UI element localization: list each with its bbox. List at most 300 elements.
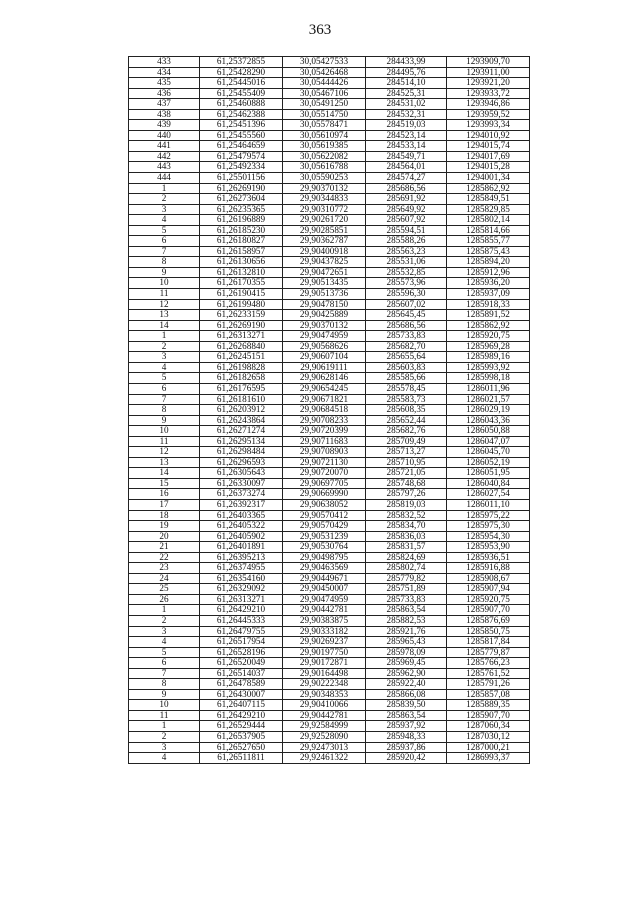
cell-coord-y: 1286040,84 xyxy=(447,478,530,489)
cell-coord-x: 285733,83 xyxy=(366,331,447,342)
table-row xyxy=(129,341,530,352)
cell-coord-y: 1285876,69 xyxy=(447,615,530,626)
coordinates-table xyxy=(128,56,530,764)
cell-coord-y: 1285761,52 xyxy=(447,668,530,679)
cell-coord-x: 284525,31 xyxy=(366,88,447,99)
cell-coord-y: 1285855,77 xyxy=(447,236,530,247)
table-row xyxy=(129,78,530,89)
table-row xyxy=(129,447,530,458)
table-row xyxy=(129,605,530,616)
cell-coord-y: 1286011,96 xyxy=(447,383,530,394)
cell-coord-y: 1285920,75 xyxy=(447,594,530,605)
cell-coord-y: 1285894,20 xyxy=(447,257,530,268)
cell-coord-x: 285588,26 xyxy=(366,236,447,247)
cell-coord-x: 285682,76 xyxy=(366,426,447,437)
cell-coord-x: 285608,35 xyxy=(366,405,447,416)
cell-point-number: 24 xyxy=(129,573,200,584)
table-row xyxy=(129,626,530,637)
cell-latitude: 61,26403365 xyxy=(200,510,283,521)
cell-coord-x: 285531,06 xyxy=(366,257,447,268)
cell-longitude: 29,90474959 xyxy=(283,594,366,605)
cell-point-number: 6 xyxy=(129,236,200,247)
cell-coord-x: 285819,03 xyxy=(366,499,447,510)
cell-latitude: 61,26354160 xyxy=(200,573,283,584)
cell-coord-x: 285709,49 xyxy=(366,436,447,447)
cell-coord-y: 1294015,74 xyxy=(447,141,530,152)
cell-longitude: 29,90449671 xyxy=(283,573,366,584)
cell-coord-x: 285594,51 xyxy=(366,225,447,236)
cell-longitude: 29,90570429 xyxy=(283,521,366,532)
cell-coord-x: 284495,76 xyxy=(366,67,447,78)
table-row xyxy=(129,679,530,690)
cell-latitude: 61,26313271 xyxy=(200,594,283,605)
cell-point-number: 442 xyxy=(129,151,200,162)
cell-point-number: 4 xyxy=(129,637,200,648)
cell-latitude: 61,26520049 xyxy=(200,658,283,669)
cell-point-number: 3 xyxy=(129,352,200,363)
cell-point-number: 13 xyxy=(129,457,200,468)
cell-coord-y: 1285954,30 xyxy=(447,531,530,542)
table-row xyxy=(129,299,530,310)
table-row xyxy=(129,732,530,743)
cell-latitude: 61,26479755 xyxy=(200,626,283,637)
table-row xyxy=(129,383,530,394)
cell-longitude: 29,90370132 xyxy=(283,183,366,194)
cell-coord-y: 1285937,09 xyxy=(447,289,530,300)
cell-point-number: 18 xyxy=(129,510,200,521)
table-row xyxy=(129,257,530,268)
cell-coord-x: 284519,03 xyxy=(366,120,447,131)
cell-coord-y: 1285907,70 xyxy=(447,605,530,616)
cell-latitude: 61,26517954 xyxy=(200,637,283,648)
table-row xyxy=(129,57,530,68)
cell-coord-y: 1294017,69 xyxy=(447,151,530,162)
cell-longitude: 29,90261720 xyxy=(283,215,366,226)
cell-longitude: 29,90513736 xyxy=(283,289,366,300)
cell-coord-x: 285920,42 xyxy=(366,753,447,764)
cell-point-number: 435 xyxy=(129,78,200,89)
cell-coord-y: 1293933,72 xyxy=(447,88,530,99)
cell-latitude: 61,26528196 xyxy=(200,647,283,658)
cell-longitude: 29,90697705 xyxy=(283,478,366,489)
cell-point-number: 440 xyxy=(129,130,200,141)
cell-coord-y: 1285989,16 xyxy=(447,352,530,363)
table-row xyxy=(129,489,530,500)
cell-coord-x: 284549,71 xyxy=(366,151,447,162)
cell-point-number: 433 xyxy=(129,57,200,68)
cell-latitude: 61,25451396 xyxy=(200,120,283,131)
table-row xyxy=(129,130,530,141)
table-row xyxy=(129,594,530,605)
cell-coord-y: 1285916,88 xyxy=(447,563,530,574)
table-row xyxy=(129,362,530,373)
cell-longitude: 30,05619385 xyxy=(283,141,366,152)
cell-coord-x: 285965,43 xyxy=(366,637,447,648)
cell-coord-x: 285682,70 xyxy=(366,341,447,352)
cell-latitude: 61,26182658 xyxy=(200,373,283,384)
table-row xyxy=(129,499,530,510)
cell-latitude: 61,26243864 xyxy=(200,415,283,426)
cell-coord-y: 1286045,70 xyxy=(447,447,530,458)
cell-coord-y: 1285849,51 xyxy=(447,194,530,205)
cell-point-number: 4 xyxy=(129,215,200,226)
cell-coord-x: 285603,83 xyxy=(366,362,447,373)
cell-latitude: 61,26405322 xyxy=(200,521,283,532)
cell-latitude: 61,26181610 xyxy=(200,394,283,405)
cell-coord-x: 285583,73 xyxy=(366,394,447,405)
table-row xyxy=(129,521,530,532)
table-row xyxy=(129,531,530,542)
cell-longitude: 29,90671821 xyxy=(283,394,366,405)
cell-coord-y: 1285975,30 xyxy=(447,521,530,532)
cell-coord-x: 284574,27 xyxy=(366,173,447,184)
cell-coord-x: 285596,30 xyxy=(366,289,447,300)
cell-latitude: 61,26329092 xyxy=(200,584,283,595)
cell-latitude: 61,25464659 xyxy=(200,141,283,152)
cell-latitude: 61,26130656 xyxy=(200,257,283,268)
cell-point-number: 436 xyxy=(129,88,200,99)
cell-coord-x: 285578,45 xyxy=(366,383,447,394)
table-row xyxy=(129,405,530,416)
cell-point-number: 9 xyxy=(129,415,200,426)
cell-coord-y: 1285889,35 xyxy=(447,700,530,711)
cell-latitude: 61,26176595 xyxy=(200,383,283,394)
cell-point-number: 15 xyxy=(129,478,200,489)
table-row xyxy=(129,183,530,194)
table-row xyxy=(129,615,530,626)
cell-coord-y: 1287000,21 xyxy=(447,742,530,753)
cell-latitude: 61,25479574 xyxy=(200,151,283,162)
cell-longitude: 29,90669990 xyxy=(283,489,366,500)
cell-coord-y: 1286027,54 xyxy=(447,489,530,500)
cell-point-number: 8 xyxy=(129,405,200,416)
cell-longitude: 29,90619111 xyxy=(283,362,366,373)
cell-point-number: 441 xyxy=(129,141,200,152)
cell-coord-y: 1285953,90 xyxy=(447,542,530,553)
cell-longitude: 30,05427533 xyxy=(283,57,366,68)
cell-latitude: 61,26298484 xyxy=(200,447,283,458)
cell-coord-x: 284523,14 xyxy=(366,130,447,141)
table-row xyxy=(129,415,530,426)
table-row xyxy=(129,88,530,99)
cell-coord-y: 1294001,34 xyxy=(447,173,530,184)
cell-longitude: 29,90531239 xyxy=(283,531,366,542)
cell-latitude: 61,26430007 xyxy=(200,689,283,700)
cell-latitude: 61,26429210 xyxy=(200,605,283,616)
cell-point-number: 9 xyxy=(129,267,200,278)
cell-longitude: 30,05467106 xyxy=(283,88,366,99)
table-row xyxy=(129,310,530,321)
cell-longitude: 30,05426468 xyxy=(283,67,366,78)
cell-latitude: 61,26527650 xyxy=(200,742,283,753)
cell-point-number: 11 xyxy=(129,710,200,721)
cell-latitude: 61,26429210 xyxy=(200,710,283,721)
table-row xyxy=(129,668,530,679)
cell-point-number: 4 xyxy=(129,753,200,764)
table-row xyxy=(129,394,530,405)
cell-coord-y: 1285920,75 xyxy=(447,331,530,342)
cell-coord-y: 1287060,34 xyxy=(447,721,530,732)
cell-latitude: 61,25455409 xyxy=(200,88,283,99)
cell-latitude: 61,26170355 xyxy=(200,278,283,289)
cell-coord-y: 1285862,92 xyxy=(447,183,530,194)
cell-point-number: 23 xyxy=(129,563,200,574)
cell-latitude: 61,26374955 xyxy=(200,563,283,574)
table-row xyxy=(129,373,530,384)
cell-longitude: 29,90197750 xyxy=(283,647,366,658)
cell-coord-x: 285686,56 xyxy=(366,183,447,194)
cell-coord-y: 1285907,94 xyxy=(447,584,530,595)
table-row xyxy=(129,267,530,278)
cell-coord-y: 1285912,96 xyxy=(447,267,530,278)
cell-latitude: 61,26235365 xyxy=(200,204,283,215)
cell-longitude: 29,90344833 xyxy=(283,194,366,205)
table-row xyxy=(129,246,530,257)
cell-coord-x: 285710,95 xyxy=(366,457,447,468)
table-row xyxy=(129,99,530,110)
cell-coord-x: 285686,56 xyxy=(366,320,447,331)
cell-latitude: 61,26296593 xyxy=(200,457,283,468)
cell-longitude: 29,90285851 xyxy=(283,225,366,236)
cell-point-number: 16 xyxy=(129,489,200,500)
cell-point-number: 2 xyxy=(129,194,200,205)
table-row xyxy=(129,478,530,489)
cell-latitude: 61,26273604 xyxy=(200,194,283,205)
table-row xyxy=(129,563,530,574)
cell-longitude: 30,05514750 xyxy=(283,109,366,120)
cell-coord-y: 1285791,26 xyxy=(447,679,530,690)
table-row xyxy=(129,352,530,363)
table-row xyxy=(129,141,530,152)
cell-point-number: 5 xyxy=(129,373,200,384)
cell-latitude: 61,26511811 xyxy=(200,753,283,764)
cell-latitude: 61,26269190 xyxy=(200,183,283,194)
cell-coord-y: 1293993,34 xyxy=(447,120,530,131)
cell-latitude: 61,26269190 xyxy=(200,320,283,331)
cell-coord-x: 285607,92 xyxy=(366,215,447,226)
cell-longitude: 29,90711683 xyxy=(283,436,366,447)
coordinates-table-body xyxy=(129,57,530,764)
table-row xyxy=(129,637,530,648)
cell-coord-x: 284533,14 xyxy=(366,141,447,152)
cell-coord-y: 1286050,88 xyxy=(447,426,530,437)
table-row xyxy=(129,67,530,78)
cell-point-number: 437 xyxy=(129,99,200,110)
cell-point-number: 22 xyxy=(129,552,200,563)
cell-longitude: 30,05622082 xyxy=(283,151,366,162)
cell-point-number: 9 xyxy=(129,689,200,700)
cell-longitude: 29,90333182 xyxy=(283,626,366,637)
cell-coord-y: 1286052,19 xyxy=(447,457,530,468)
cell-latitude: 61,26392317 xyxy=(200,499,283,510)
cell-latitude: 61,26478589 xyxy=(200,679,283,690)
cell-longitude: 29,90721130 xyxy=(283,457,366,468)
cell-coord-x: 285573,96 xyxy=(366,278,447,289)
cell-coord-x: 284514,10 xyxy=(366,78,447,89)
table-row xyxy=(129,162,530,173)
cell-point-number: 3 xyxy=(129,742,200,753)
cell-latitude: 61,26203912 xyxy=(200,405,283,416)
cell-point-number: 19 xyxy=(129,521,200,532)
cell-coord-x: 285948,33 xyxy=(366,732,447,743)
table-row xyxy=(129,236,530,247)
table-row xyxy=(129,120,530,131)
cell-longitude: 29,90530764 xyxy=(283,542,366,553)
table-row xyxy=(129,426,530,437)
table-row xyxy=(129,331,530,342)
cell-coord-y: 1294015,28 xyxy=(447,162,530,173)
cell-latitude: 61,26190415 xyxy=(200,289,283,300)
cell-longitude: 29,92461322 xyxy=(283,753,366,764)
cell-coord-x: 285978,09 xyxy=(366,647,447,658)
cell-longitude: 29,90708233 xyxy=(283,415,366,426)
cell-point-number: 25 xyxy=(129,584,200,595)
cell-point-number: 444 xyxy=(129,173,200,184)
cell-point-number: 7 xyxy=(129,246,200,257)
cell-coord-x: 285962,90 xyxy=(366,668,447,679)
cell-coord-x: 285937,86 xyxy=(366,742,447,753)
cell-point-number: 10 xyxy=(129,700,200,711)
cell-longitude: 29,90450007 xyxy=(283,584,366,595)
cell-latitude: 61,26271274 xyxy=(200,426,283,437)
cell-coord-x: 285532,85 xyxy=(366,267,447,278)
cell-longitude: 29,92528090 xyxy=(283,732,366,743)
cell-latitude: 61,26395213 xyxy=(200,552,283,563)
cell-coord-x: 285713,27 xyxy=(366,447,447,458)
cell-coord-y: 1285779,87 xyxy=(447,647,530,658)
cell-coord-x: 285748,68 xyxy=(366,478,447,489)
cell-coord-y: 1286021,57 xyxy=(447,394,530,405)
cell-point-number: 10 xyxy=(129,426,200,437)
cell-latitude: 61,26401891 xyxy=(200,542,283,553)
cell-coord-y: 1285817,84 xyxy=(447,637,530,648)
table-row xyxy=(129,468,530,479)
cell-coord-y: 1286043,36 xyxy=(447,415,530,426)
cell-longitude: 29,90654245 xyxy=(283,383,366,394)
cell-latitude: 61,25501156 xyxy=(200,173,283,184)
cell-longitude: 29,90628146 xyxy=(283,373,366,384)
cell-point-number: 26 xyxy=(129,594,200,605)
cell-coord-y: 1286047,07 xyxy=(447,436,530,447)
cell-coord-y: 1285875,43 xyxy=(447,246,530,257)
cell-longitude: 29,90498795 xyxy=(283,552,366,563)
table-row xyxy=(129,457,530,468)
table-row xyxy=(129,320,530,331)
table-row xyxy=(129,109,530,120)
cell-longitude: 29,90437825 xyxy=(283,257,366,268)
page-number: 363 xyxy=(308,22,332,38)
cell-point-number: 8 xyxy=(129,679,200,690)
table-row xyxy=(129,278,530,289)
table-row xyxy=(129,194,530,205)
cell-point-number: 8 xyxy=(129,257,200,268)
cell-point-number: 12 xyxy=(129,299,200,310)
cell-latitude: 61,26180827 xyxy=(200,236,283,247)
cell-coord-y: 1285766,23 xyxy=(447,658,530,669)
table-row xyxy=(129,436,530,447)
cell-coord-x: 285969,45 xyxy=(366,658,447,669)
cell-longitude: 29,90720070 xyxy=(283,468,366,479)
cell-coord-x: 285645,45 xyxy=(366,310,447,321)
cell-point-number: 7 xyxy=(129,394,200,405)
cell-point-number: 443 xyxy=(129,162,200,173)
cell-longitude: 29,90684518 xyxy=(283,405,366,416)
cell-coord-y: 1285862,92 xyxy=(447,320,530,331)
cell-coord-x: 285863,54 xyxy=(366,710,447,721)
cell-point-number: 2 xyxy=(129,341,200,352)
cell-longitude: 29,90370132 xyxy=(283,320,366,331)
cell-point-number: 11 xyxy=(129,289,200,300)
cell-longitude: 30,05444426 xyxy=(283,78,366,89)
cell-coord-y: 1293911,00 xyxy=(447,67,530,78)
cell-latitude: 61,26199480 xyxy=(200,299,283,310)
cell-coord-x: 285863,54 xyxy=(366,605,447,616)
cell-point-number: 17 xyxy=(129,499,200,510)
cell-coord-x: 284564,01 xyxy=(366,162,447,173)
cell-latitude: 61,26373274 xyxy=(200,489,283,500)
cell-coord-x: 285937,92 xyxy=(366,721,447,732)
cell-longitude: 29,92473013 xyxy=(283,742,366,753)
table-row xyxy=(129,289,530,300)
cell-latitude: 61,26445333 xyxy=(200,615,283,626)
cell-point-number: 1 xyxy=(129,331,200,342)
cell-coord-x: 285797,26 xyxy=(366,489,447,500)
cell-longitude: 30,05610974 xyxy=(283,130,366,141)
cell-coord-x: 285802,74 xyxy=(366,563,447,574)
cell-coord-x: 284532,31 xyxy=(366,109,447,120)
cell-coord-y: 1293921,20 xyxy=(447,78,530,89)
cell-coord-y: 1285918,33 xyxy=(447,299,530,310)
cell-coord-y: 1285857,08 xyxy=(447,689,530,700)
cell-coord-x: 285831,57 xyxy=(366,542,447,553)
cell-longitude: 29,90383875 xyxy=(283,615,366,626)
cell-coord-y: 1286011,10 xyxy=(447,499,530,510)
cell-longitude: 29,90348353 xyxy=(283,689,366,700)
table-row xyxy=(129,700,530,711)
table-row xyxy=(129,225,530,236)
cell-latitude: 61,26245151 xyxy=(200,352,283,363)
cell-longitude: 29,90472651 xyxy=(283,267,366,278)
table-row xyxy=(129,753,530,764)
table-row xyxy=(129,173,530,184)
cell-point-number: 6 xyxy=(129,658,200,669)
cell-point-number: 12 xyxy=(129,447,200,458)
cell-point-number: 5 xyxy=(129,647,200,658)
cell-coord-y: 1293959,52 xyxy=(447,109,530,120)
cell-coord-x: 285733,83 xyxy=(366,594,447,605)
cell-coord-y: 1286993,37 xyxy=(447,753,530,764)
cell-longitude: 29,90474959 xyxy=(283,331,366,342)
cell-coord-x: 284433,99 xyxy=(366,57,447,68)
table-row xyxy=(129,647,530,658)
cell-coord-x: 284531,02 xyxy=(366,99,447,110)
cell-point-number: 14 xyxy=(129,320,200,331)
cell-longitude: 29,90513435 xyxy=(283,278,366,289)
cell-coord-y: 1285829,85 xyxy=(447,204,530,215)
cell-latitude: 61,26185230 xyxy=(200,225,283,236)
cell-longitude: 29,90442781 xyxy=(283,605,366,616)
cell-latitude: 61,26196889 xyxy=(200,215,283,226)
cell-coord-x: 285751,89 xyxy=(366,584,447,595)
cell-longitude: 29,90442781 xyxy=(283,710,366,721)
table-row xyxy=(129,204,530,215)
cell-latitude: 61,25492334 xyxy=(200,162,283,173)
cell-longitude: 29,90400918 xyxy=(283,246,366,257)
cell-coord-y: 1286029,19 xyxy=(447,405,530,416)
cell-longitude: 29,90463569 xyxy=(283,563,366,574)
cell-coord-x: 285607,02 xyxy=(366,299,447,310)
cell-latitude: 61,26233159 xyxy=(200,310,283,321)
